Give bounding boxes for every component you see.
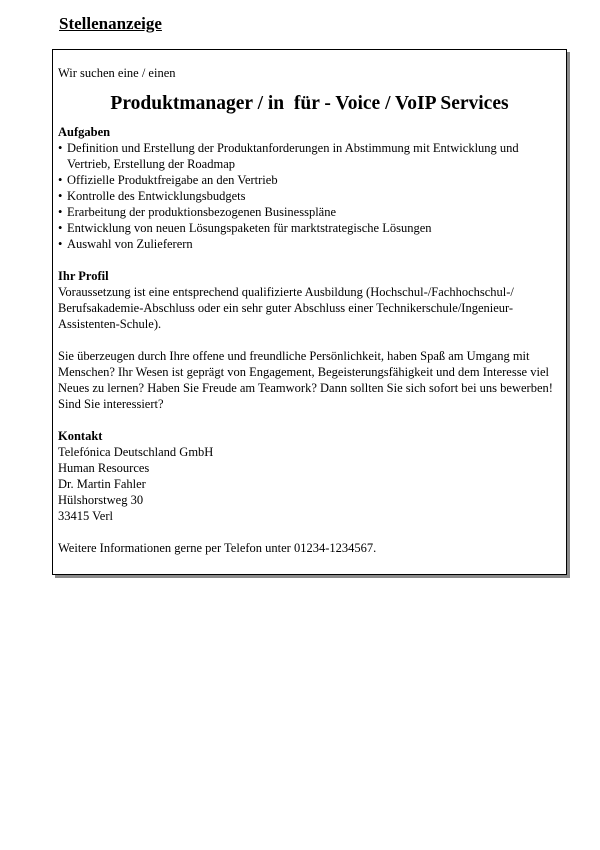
contact-person: Dr. Martin Fahler [58, 477, 146, 491]
ad-intro: Wir suchen eine / einen [58, 66, 176, 80]
job-title: Produktmanager / in für - Voice / VoIP Services [110, 93, 509, 114]
spacer [58, 524, 561, 540]
spacer [58, 332, 561, 348]
spacer [58, 412, 561, 428]
contact-heading: Kontakt [58, 429, 103, 443]
task-item: • Kontrolle des Entwicklungsbudgets [58, 188, 561, 204]
page-heading: Stellenanzeige [59, 14, 162, 33]
contact-company: Telefónica Deutschland GmbH [58, 445, 214, 459]
tasks-heading: Aufgaben [58, 125, 111, 139]
task-item: • Entwicklung von neuen Lösungspaketen für marktstrategische Lösungen [58, 220, 561, 236]
contact-department: Human Resources [58, 461, 150, 475]
contact-city: 33415 Verl [58, 509, 113, 523]
spacer [58, 252, 561, 268]
profile-heading: Ihr Profil [58, 269, 109, 283]
tasks-list [58, 140, 561, 252]
ad-footer: Weitere Informationen gerne per Telefon unter 01234-1234567. [58, 541, 377, 555]
task-item: • Offizielle Produktfreigabe an den Vertrieb [58, 172, 561, 188]
profile-requirements: Voraussetzung ist eine entsprechend qualifizierte Ausbildung (Hochschul-/Fachhochschul-/ Berufsakademie-Abschluss oder ein sehr guter Abschluss einer Technikerschule/Ingenieur-Assistenten-Schule). [58, 285, 514, 331]
task-item: • Definition und Erstellung der Produktanforderungen in Abstimmung mit Entwicklung und Vertrieb, Erstellung der Roadmap [58, 140, 561, 172]
job-ad-box [52, 49, 567, 575]
task-item: • Erarbeitung der produktionsbezogenen Businesspläne [58, 204, 561, 220]
contact-street: Hülshorstweg 30 [58, 493, 144, 507]
profile-personality: Sie überzeugen durch Ihre offene und freundliche Persönlichkeit, haben Spaß am Umgang mit Menschen? Ihr Wesen ist geprägt von Engagement, Begeisterungsfähigkeit und dem Interesse viel Neues zu lernen? Haben Sie Freude am Teamwork? Dann sollten Sie sich sofort bei uns bewerben! Sind Sie interessiert? [58, 349, 553, 411]
task-item: • Auswahl von Zulieferern [58, 236, 561, 252]
